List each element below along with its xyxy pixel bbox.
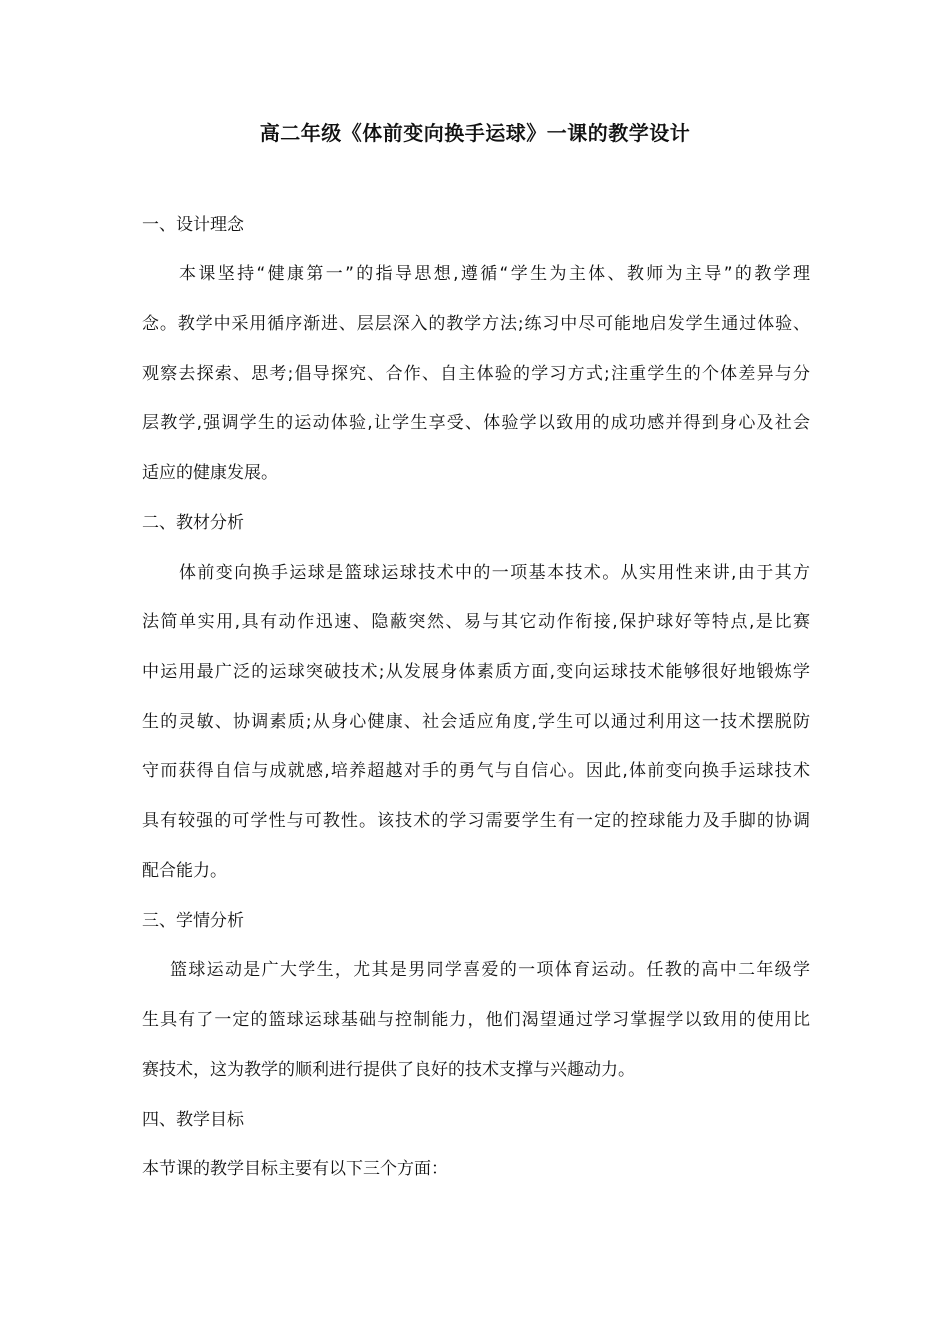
paragraph-line: 适应的健康发展。 <box>142 463 278 483</box>
section-heading-teaching-goals: 四、教学目标 <box>142 1110 244 1130</box>
paragraph-line: 观察去探索、思考;倡导探究、合作、自主体验的学习方式;注重学生的个体差异与分 <box>142 364 810 384</box>
paragraph-line: 中运用最广泛的运球突破技术;从发展身体素质方面,变向运球技术能够很好地锻炼学 <box>142 662 810 682</box>
paragraph-line: 法简单实用,具有动作迅速、隐蔽突然、易与其它动作衔接,保护球好等特点,是比赛 <box>142 612 810 632</box>
section-heading-design-concept: 一、设计理念 <box>142 215 244 235</box>
paragraph-line: 赛技术，这为教学的顺利进行提供了良好的技术支撑与兴趣动力。 <box>142 1060 635 1080</box>
paragraph-line: 具有较强的可学性与可教性。该技术的学习需要学生有一定的控球能力及手脚的协调 <box>142 811 810 831</box>
paragraph-line: 本节课的教学目标主要有以下三个方面： <box>142 1159 448 1179</box>
paragraph-line: 生具有了一定的篮球运球基础与控制能力，他们渴望通过学习掌握学以致用的使用比 <box>142 1010 810 1030</box>
paragraph-line: 本课坚持“健康第一”的指导思想,遵循“学生为主体、教师为主导”的教学理 <box>179 264 810 284</box>
paragraph-line: 体前变向换手运球是篮球运球技术中的一项基本技术。从实用性来讲,由于其方 <box>179 563 810 583</box>
section-heading-student-analysis: 三、学情分析 <box>142 911 244 931</box>
paragraph-line: 篮球运动是广大学生，尤其是男同学喜爱的一项体育运动。任教的高中二年级学 <box>170 960 810 980</box>
paragraph-line: 守而获得自信与成就感,培养超越对手的勇气与自信心。因此,体前变向换手运球技术 <box>142 761 810 781</box>
paragraph-line: 配合能力。 <box>142 861 227 881</box>
paragraph-line: 生的灵敏、协调素质;从身心健康、社会适应角度,学生可以通过利用这一技术摆脱防 <box>142 712 810 732</box>
paragraph-line: 念。教学中采用循序渐进、层层深入的教学方法;练习中尽可能地启发学生通过体验、 <box>142 314 810 334</box>
paragraph-line: 层教学,强调学生的运动体验,让学生享受、体验学以致用的成功感并得到身心及社会 <box>142 413 810 433</box>
section-heading-material-analysis: 二、教材分析 <box>142 513 244 533</box>
document-title: 高二年级《体前变向换手运球》一课的教学设计 <box>259 121 691 145</box>
